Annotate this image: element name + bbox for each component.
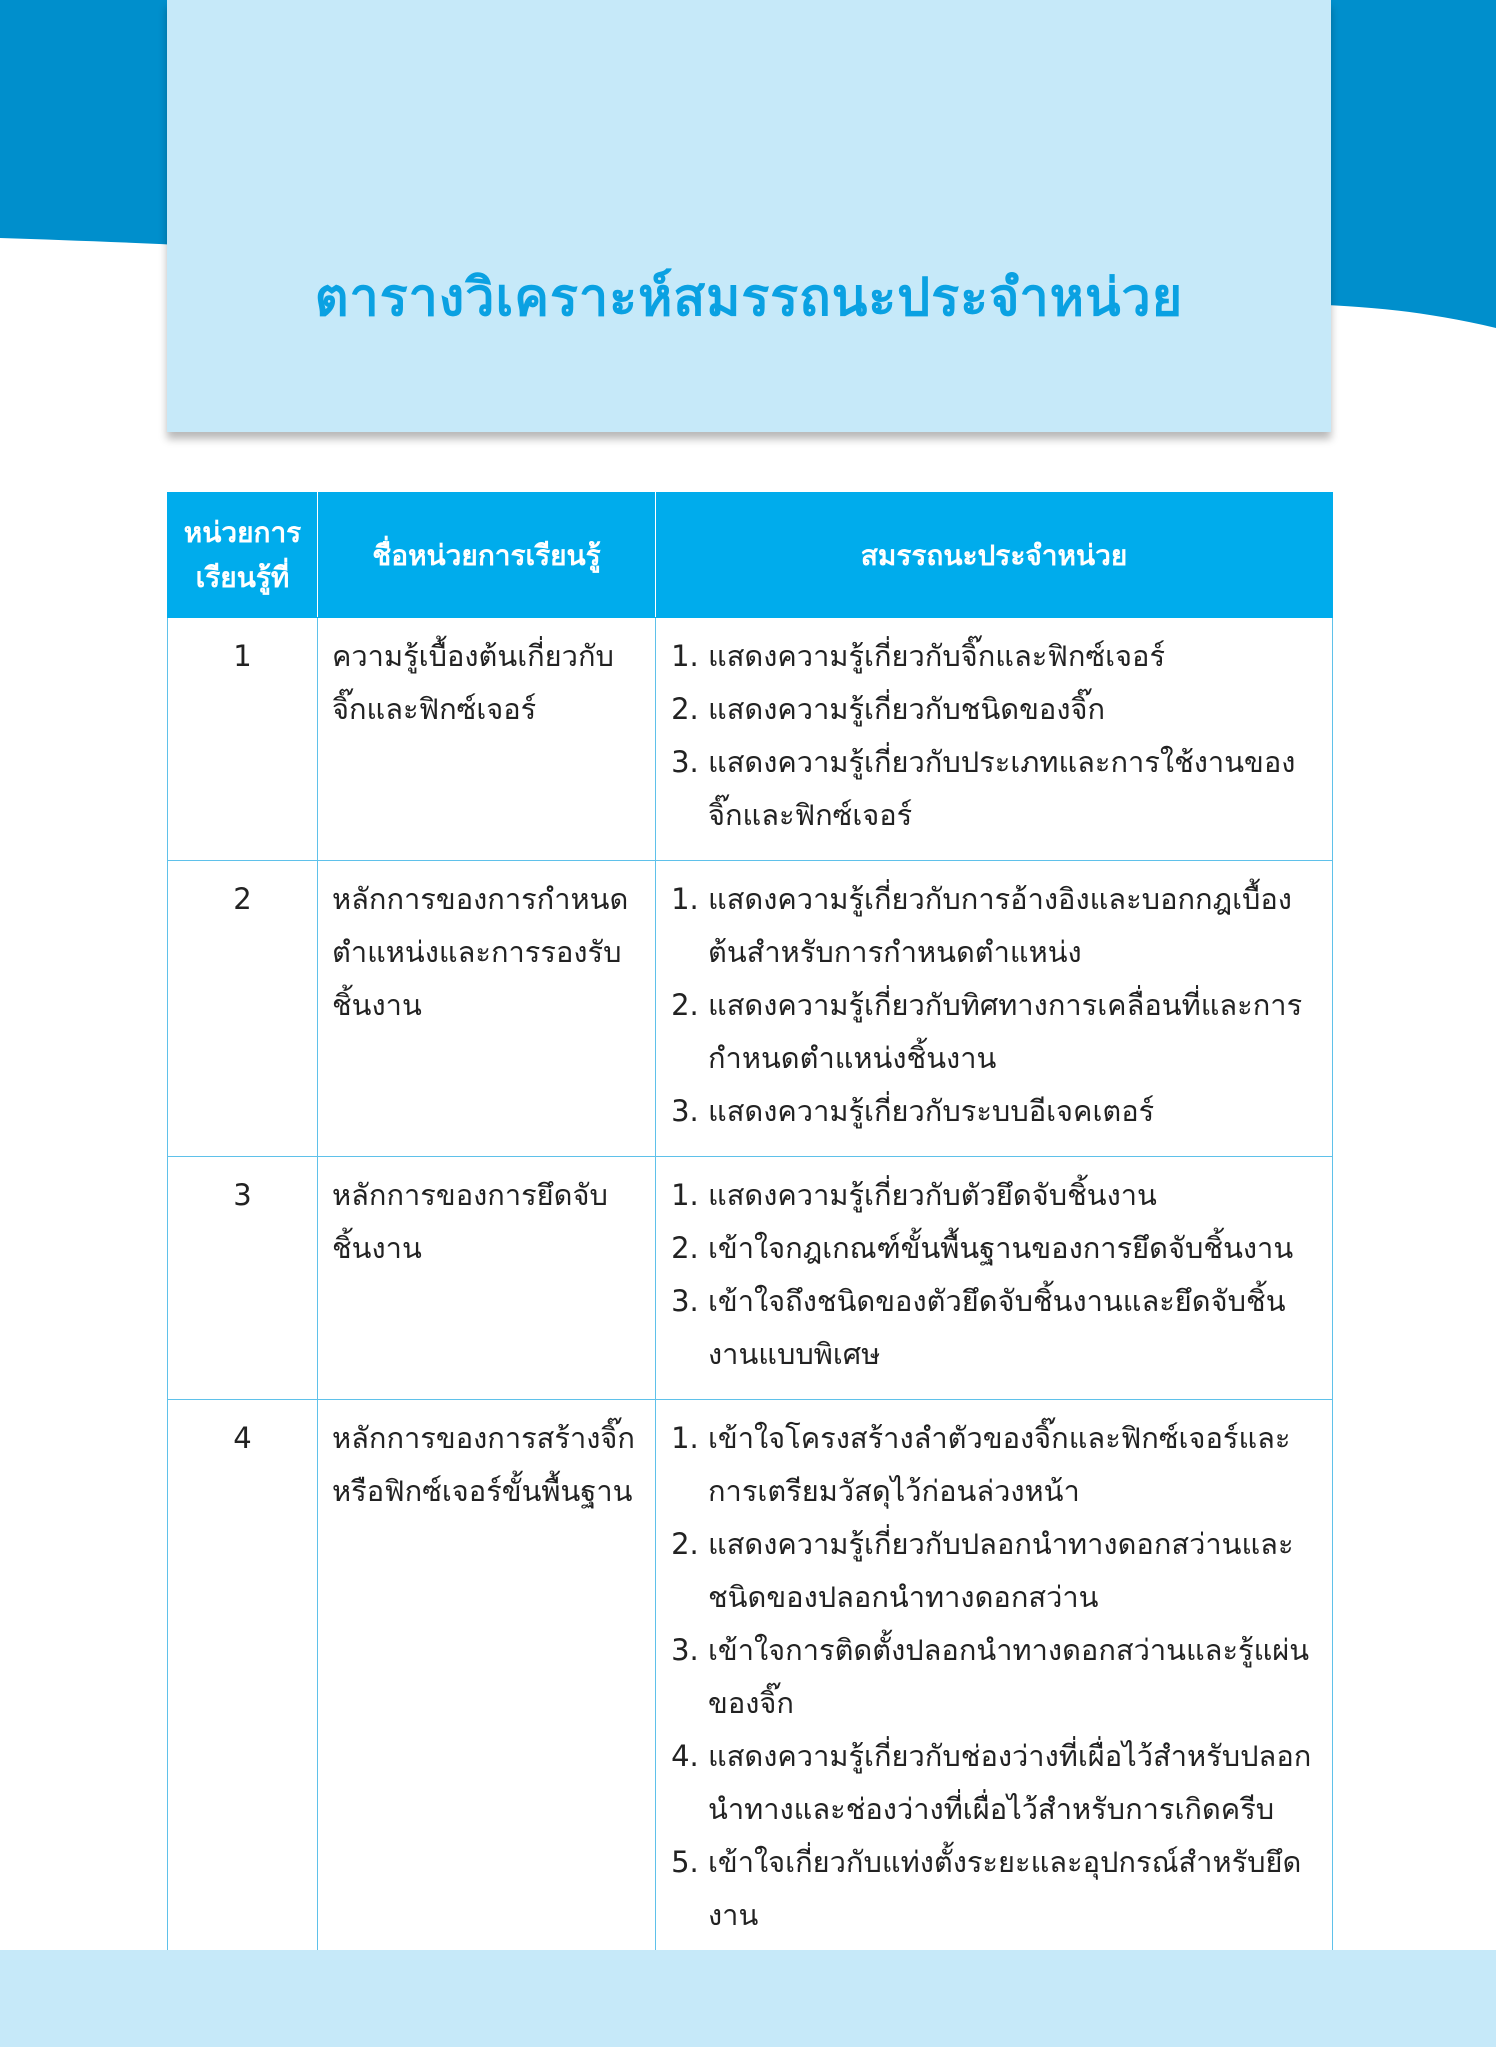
unit-number: 4 (168, 1400, 318, 1961)
competency-table (167, 492, 1333, 1961)
footer-band (0, 1950, 1496, 2047)
table-row (168, 861, 1333, 1157)
unit-number: 1 (168, 618, 318, 861)
unit-name: ความรู้เบื้องต้นเกี่ยวกับจิ๊กและฟิกซ์เจอร์ (318, 618, 656, 861)
page-title: ตารางวิเคราะห์สมรรถนะประจำหน่วย (314, 268, 1184, 328)
table-row (168, 618, 1333, 861)
competency-item: 3. แสดงความรู้เกี่ยวกับประเภทและการใช้งานของจิ๊กและฟิกซ์เจอร์ (708, 736, 1318, 842)
competency-cell (656, 618, 1333, 861)
header-competency: สมรรถนะประจำหน่วย (656, 493, 1333, 618)
competency-item: 1. แสดงความรู้เกี่ยวกับจิ๊กและฟิกซ์เจอร์ (708, 630, 1318, 683)
competency-item: 2. แสดงความรู้เกี่ยวกับทิศทางการเคลื่อนที่และการกำหนดตำแหน่งชิ้นงาน (708, 979, 1318, 1085)
header-unit-name: ชื่อหน่วยการเรียนรู้ (318, 493, 656, 618)
competency-item: 1. เข้าใจโครงสร้างลำตัวของจิ๊กและฟิกซ์เจอร์และการเตรียมวัสดุไว้ก่อนล่วงหน้า (708, 1412, 1318, 1518)
unit-number: 2 (168, 861, 318, 1157)
unit-name: หลักการของการยึดจับชิ้นงาน (318, 1157, 656, 1400)
competency-list (670, 873, 1318, 1138)
table-row (168, 1157, 1333, 1400)
table-header-row (168, 493, 1333, 618)
unit-number: 3 (168, 1157, 318, 1400)
competency-item: 5. เข้าใจเกี่ยวกับแท่งตั้งระยะและอุปกรณ์สำหรับยึดงาน (708, 1836, 1318, 1942)
competency-item: 1. แสดงความรู้เกี่ยวกับตัวยึดจับชิ้นงาน (708, 1169, 1318, 1222)
competency-item: 4. แสดงความรู้เกี่ยวกับช่องว่างที่เผื่อไว้สำหรับปลอกนำทางและช่องว่างที่เผื่อไว้สำหรับการเกิดครีบ (708, 1730, 1318, 1836)
unit-name: หลักการของการสร้างจิ๊กหรือฟิกซ์เจอร์ขั้นพื้นฐาน (318, 1400, 656, 1961)
competency-list (670, 1169, 1318, 1381)
competency-item: 2. แสดงความรู้เกี่ยวกับปลอกนำทางดอกสว่านและชนิดของปลอกนำทางดอกสว่าน (708, 1518, 1318, 1624)
competency-cell (656, 861, 1333, 1157)
competency-item: 3. แสดงความรู้เกี่ยวกับระบบอีเจคเตอร์ (708, 1085, 1318, 1138)
table-row (168, 1400, 1333, 1961)
competency-item: 1. แสดงความรู้เกี่ยวกับการอ้างอิงและบอกกฎเบื้องต้นสำหรับการกำหนดตำแหน่ง (708, 873, 1318, 979)
unit-name: หลักการของการกำหนดตำแหน่งและการรองรับชิ้นงาน (318, 861, 656, 1157)
header-unit-number: หน่วยการเรียนรู้ที่ (168, 493, 318, 618)
competency-list (670, 1412, 1318, 1942)
competency-item: 2. เข้าใจกฎเกณฑ์ขั้นพื้นฐานของการยึดจับชิ้นงาน (708, 1222, 1318, 1275)
competency-list (670, 630, 1318, 842)
competency-item: 2. แสดงความรู้เกี่ยวกับชนิดของจิ๊ก (708, 683, 1318, 736)
competency-cell (656, 1400, 1333, 1961)
title-card (167, 0, 1331, 432)
competency-cell (656, 1157, 1333, 1400)
competency-item: 3. เข้าใจถึงชนิดของตัวยึดจับชิ้นงานและยึดจับชิ้นงานแบบพิเศษ (708, 1275, 1318, 1381)
competency-item: 3. เข้าใจการติดตั้งปลอกนำทางดอกสว่านและรู้แผ่นของจิ๊ก (708, 1624, 1318, 1730)
